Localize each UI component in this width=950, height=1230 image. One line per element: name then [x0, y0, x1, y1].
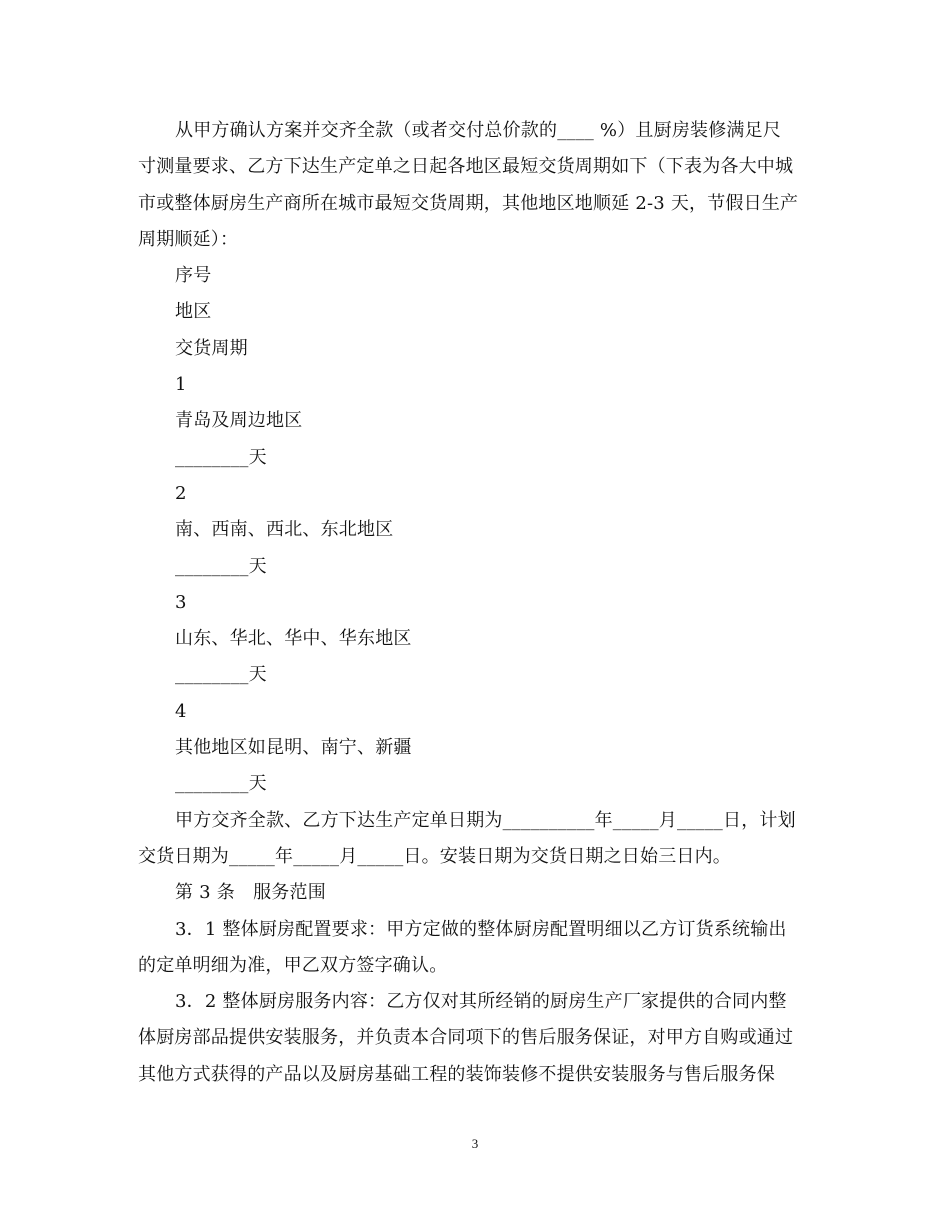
table-cell-region: 南、西南、西北、东北地区 — [175, 519, 394, 541]
table-cell-number: 2 — [175, 482, 187, 504]
text-line: 寸测量要求、乙方下达生产定单之日起各地区最短交货周期如下（下表为各大中城 — [138, 156, 794, 178]
text-line: 从甲方确认方案并交齐全款（或者交付总价款的____ %）且厨房装修满足尺 — [175, 120, 782, 141]
text-line: 体厨房部品提供安装服务，并负责本合同项下的售后服务保证，对甲方自购或通过 — [138, 1027, 794, 1049]
page-number: 3 — [471, 1136, 479, 1151]
intro-paragraph — [138, 113, 818, 258]
table-cell-region: 其他地区如昆明、南宁、新疆 — [175, 737, 412, 759]
schedule-paragraph — [138, 803, 818, 876]
table-cell-period: ________天 — [175, 446, 267, 468]
table-header-number: 序号 — [175, 265, 212, 287]
table-header-region: 地区 — [175, 301, 212, 323]
text-line: 周期顺延）： — [138, 228, 239, 250]
text-line: 市或整体厨房生产商所在城市最短交货周期，其他地区地顺延 2-3 天，节假日生产 — [138, 192, 799, 214]
table-header-period: 交货周期 — [175, 337, 248, 359]
clause-3-2 — [138, 984, 818, 1093]
table-cell-period: ________天 — [175, 773, 267, 795]
text-line: 甲方交齐全款、乙方下达生产定单日期为__________年_____月_____日，计划 — [175, 809, 796, 831]
table-cell-region: 山东、华北、华中、华东地区 — [175, 628, 412, 650]
table-cell-period: ________天 — [175, 555, 267, 577]
text-line: 3．2 整体厨房服务内容：乙方仅对其所经销的厨房生产厂家提供的合同内整 — [175, 991, 787, 1013]
text-line: 交货日期为_____年_____月_____日。安装日期为交货日期之日始三日内。 — [138, 845, 731, 867]
clause-3-1 — [138, 912, 818, 985]
table-cell-number: 4 — [175, 700, 187, 722]
table-cell-period: ________天 — [175, 664, 267, 686]
article-heading: 第 3 条 服务范围 — [175, 882, 326, 904]
text-line: 其他方式获得的产品以及厨房基础工程的装饰装修不提供安装服务与售后服务保 — [138, 1063, 775, 1085]
table-cell-number: 1 — [175, 374, 187, 396]
table-cell-number: 3 — [175, 591, 187, 613]
text-line: 的定单明细为准，甲乙双方签字确认。 — [138, 954, 448, 976]
document-body — [138, 113, 818, 1093]
table-cell-region: 青岛及周边地区 — [175, 410, 303, 432]
text-line: 3．1 整体厨房配置要求：甲方定做的整体厨房配置明细以乙方订货系统输出 — [175, 918, 787, 940]
